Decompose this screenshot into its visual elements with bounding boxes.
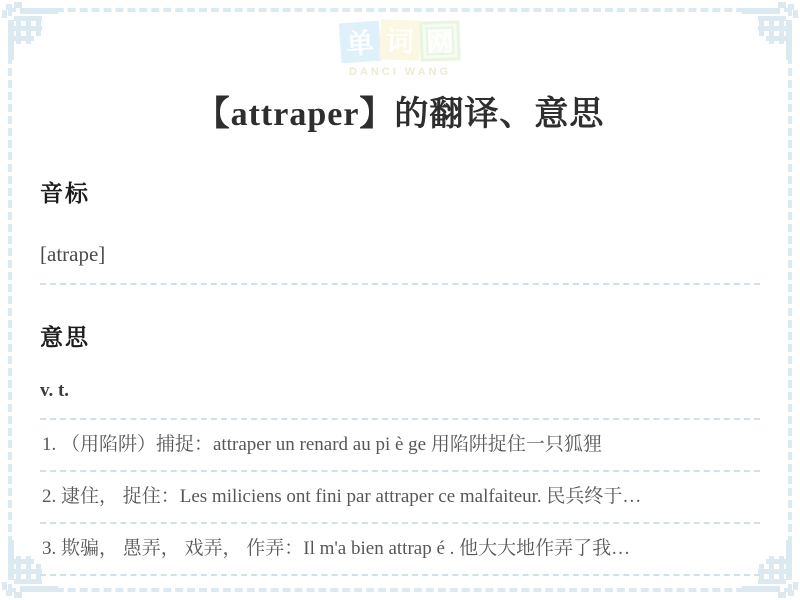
phonetic-value: [atrape] bbox=[40, 242, 760, 285]
phonetic-heading: 音标 bbox=[40, 181, 90, 206]
part-of-speech: v. t. bbox=[40, 380, 70, 401]
meaning-heading: 意思 bbox=[40, 325, 90, 350]
logo-tile: 单 bbox=[339, 21, 382, 64]
definition-row: 2. 逮住， 捉住：Les miliciens ont fini par attraper ce malfaiteur. 民兵终于… bbox=[40, 470, 760, 522]
logo-tile: 词 bbox=[379, 19, 420, 60]
definition-row: 1. （用陷阱）捕捉：attraper un renard au pi è ge 用陷阱捉住一只狐狸 bbox=[40, 418, 760, 470]
page-title: 【attraper】的翻译、意思 bbox=[195, 96, 605, 133]
definition-row: 3. 欺骗， 愚弄， 戏弄， 作弄：Il m'a bien attrap é . 他大大地作弄了我… bbox=[40, 522, 760, 574]
logo-subtitle: DANCI WANG bbox=[348, 66, 452, 78]
definition-list bbox=[40, 418, 760, 576]
dictionary-entry bbox=[40, 0, 760, 576]
logo-tile: 网 bbox=[419, 20, 460, 61]
